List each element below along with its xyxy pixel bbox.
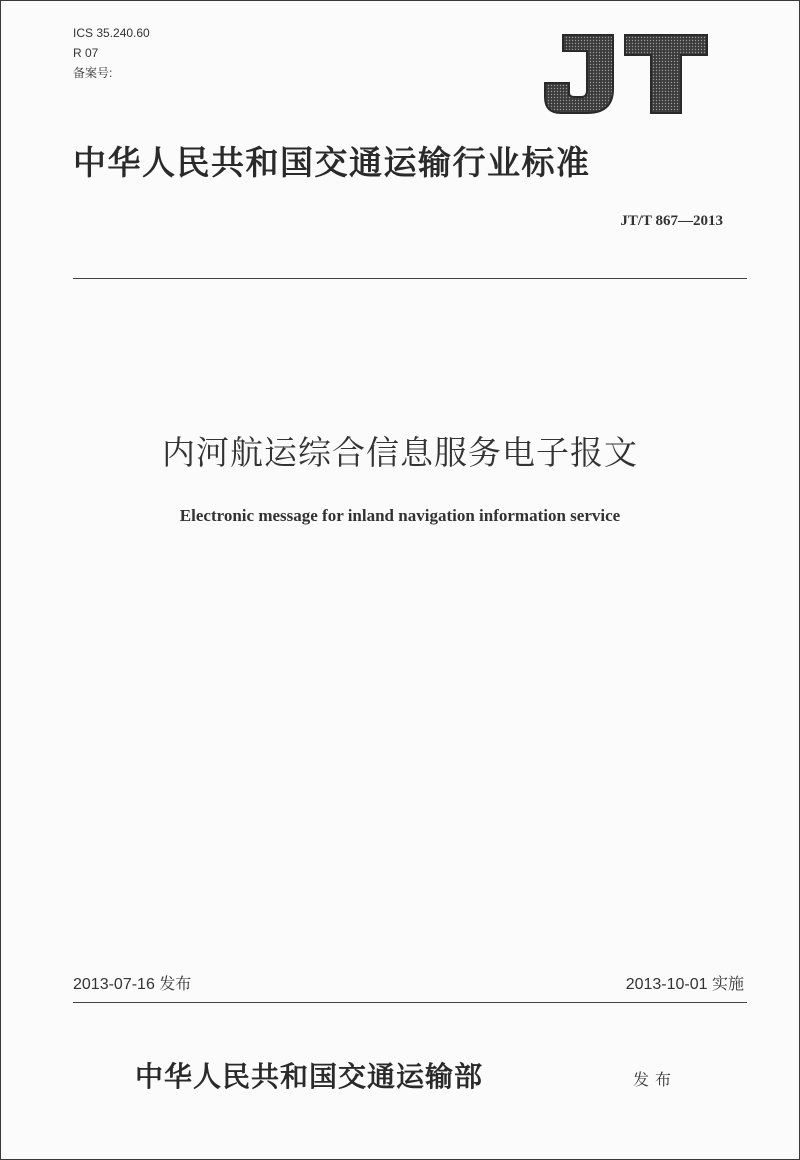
implementation-date: 2013-10-01 实施 — [625, 976, 744, 993]
jt-logo-icon — [541, 33, 711, 115]
standard-number: JT/T 867—2013 — [620, 213, 723, 229]
top-divider — [73, 278, 747, 279]
document-title-english: Electronic message for inland navigation information service — [179, 506, 621, 525]
publish-label: 发布 — [633, 1070, 678, 1089]
publisher-name: 中华人民共和国交通运输部 — [135, 1060, 484, 1093]
filing-number-label: 备案号: — [73, 66, 113, 80]
document-title-chinese: 内河航运综合信息服务电子报文 — [162, 433, 638, 472]
logo-letter-j — [545, 35, 613, 113]
issue-date: 2013-07-16 发布 — [73, 976, 192, 993]
bottom-divider — [73, 1002, 747, 1003]
logo-letter-t — [625, 35, 707, 113]
ics-code: ICS 35.240.60 — [73, 26, 150, 40]
class-code: R 07 — [73, 46, 99, 60]
classification-block — [73, 23, 150, 83]
industry-standard-title: 中华人民共和国交通运输行业标准 — [73, 143, 591, 182]
